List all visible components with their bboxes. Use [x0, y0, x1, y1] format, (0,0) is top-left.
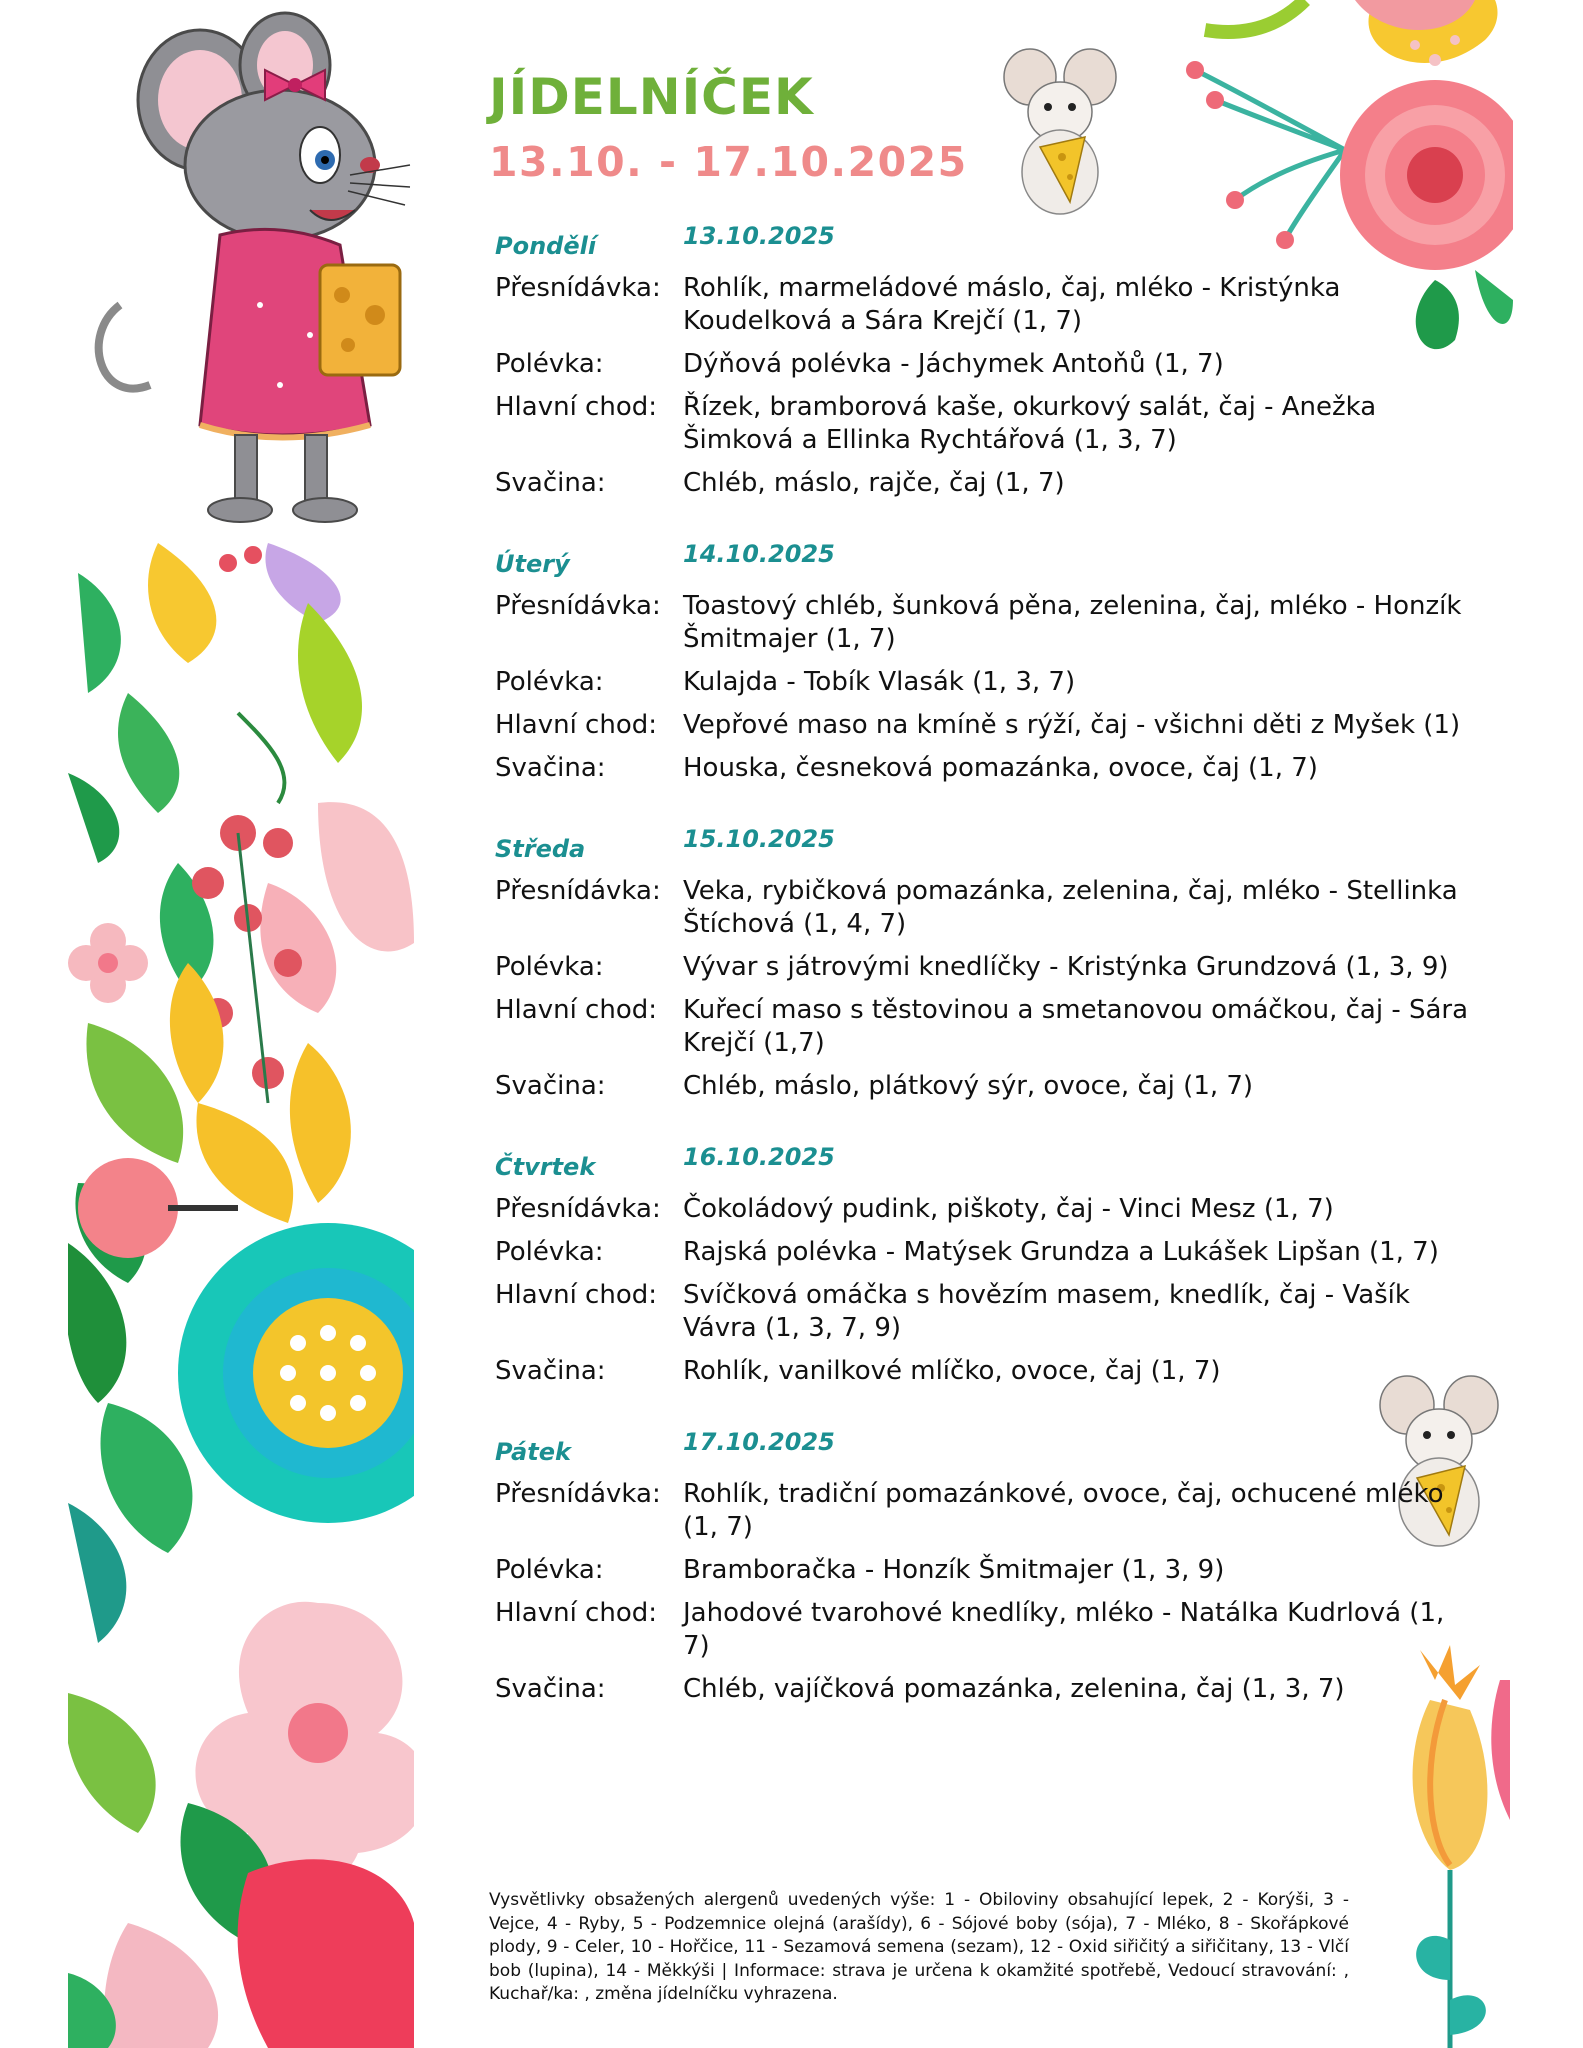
meal-row: [495, 666, 1475, 699]
meal-text: Rajská polévka - Matýsek Grundza a Lukášek Lipšan (1, 7): [683, 1237, 1439, 1267]
meal-label: Polévka:: [495, 1237, 604, 1267]
meal-text: Vývar s játrovými knedlíčky - Kristýnka Grundzová (1, 3, 9): [683, 952, 1449, 982]
meal-row: [495, 994, 1475, 1060]
day-heading: [495, 1141, 1475, 1183]
meal-row: [495, 1478, 1475, 1544]
meal-text: Chléb, vajíčková pomazánka, zelenina, čaj (1, 3, 7): [683, 1674, 1345, 1704]
meal-row: [495, 272, 1475, 338]
meal-row: [495, 752, 1475, 785]
meal-text: Svíčková omáčka s hovězím masem, knedlík, čaj - Vašík Vávra (1, 3, 7, 9): [683, 1280, 1410, 1343]
meal-text: Vepřové maso na kmíně s rýží, čaj - všichni děti z Myšek (1): [683, 710, 1461, 740]
meal-row: [495, 709, 1475, 742]
mouse-girl-illustration: [80, 5, 420, 535]
meal-text: Toastový chléb, šunková pěna, zelenina, čaj, mléko - Honzík Šmitmajer (1, 7): [683, 591, 1462, 654]
meal-row: [495, 875, 1475, 941]
meal-row: [495, 1355, 1475, 1388]
day-heading: [495, 823, 1475, 865]
day-date: 13.10.2025: [683, 222, 835, 250]
day-name: Úterý: [495, 550, 570, 578]
day-section-thursday: [495, 1141, 1475, 1388]
meal-label: Svačina:: [495, 1674, 606, 1704]
meal-text: Houska, česneková pomazánka, ovoce, čaj (1, 7): [683, 753, 1318, 783]
day-name: Středa: [495, 835, 586, 863]
meal-label: Přesnídávka:: [495, 1479, 661, 1509]
floral-pattern: [68, 543, 414, 2048]
meal-label: Polévka:: [495, 952, 604, 982]
meal-row: [495, 1236, 1475, 1269]
meal-text: Dýňová polévka - Jáchymek Antoňů (1, 7): [683, 349, 1224, 379]
meal-label: Polévka:: [495, 1555, 604, 1585]
meal-text: Chléb, máslo, rajče, čaj (1, 7): [683, 468, 1065, 498]
day-date: 17.10.2025: [683, 1428, 835, 1456]
day-heading: [495, 1426, 1475, 1468]
day-section-monday: [495, 220, 1475, 500]
day-section-tuesday: [495, 538, 1475, 785]
meal-row: [495, 951, 1475, 984]
day-date: 14.10.2025: [683, 540, 835, 568]
meal-label: Hlavní chod:: [495, 1598, 658, 1628]
meal-label: Polévka:: [495, 667, 604, 697]
meal-label: Svačina:: [495, 468, 606, 498]
meal-text: Kuřecí maso s těstovinou a smetanovou omáčkou, čaj - Sára Krejčí (1,7): [683, 995, 1469, 1058]
meal-label: Přesnídávka:: [495, 591, 661, 621]
week-date-range: 13.10. - 17.10.2025: [489, 138, 968, 186]
meal-row: [495, 1673, 1475, 1706]
day-section-friday: [495, 1426, 1475, 1706]
meal-label: Svačina:: [495, 753, 606, 783]
day-name: Pátek: [495, 1438, 571, 1466]
day-date: 15.10.2025: [683, 825, 835, 853]
meal-text: Chléb, máslo, plátkový sýr, ovoce, čaj (1, 7): [683, 1071, 1254, 1101]
meal-label: Hlavní chod:: [495, 995, 658, 1025]
meal-label: Svačina:: [495, 1356, 606, 1386]
meal-text: Kulajda - Tobík Vlasák (1, 3, 7): [683, 667, 1076, 697]
meal-row: [495, 1597, 1475, 1663]
meal-text: Řízek, bramborová kaše, okurkový salát, čaj - Anežka Šimková a Ellinka Rychtářová (1, 3, 7): [683, 392, 1377, 455]
allergen-footnote: Vysvětlivky obsažených alergenů uvedených výše: 1 - Obiloviny obsahující lepek, 2 - Korýši, 3 - Vejce, 4 - Ryby, 5 - Podzemnice olejná (arašídy), 6 - Sójové boby (sója), 7 - Mléko, 8 - Skořápkové plody, 9 - Celer, 10 - Hořčice, 11 - Sezamová semena (sezam), 12 - Oxid siřičitý a siřičitany, 13 - Vlčí bob (lupina), 14 - Měkkýši | Informace: strava je určena k okamžité spotřebě, Vedoucí stravování: , Kuchař/ka: , změna jídelníčku vyhrazena.: [489, 1890, 1349, 2004]
meal-text: Bramboračka - Honzík Šmitmajer (1, 3, 9): [683, 1555, 1225, 1585]
day-section-wednesday: [495, 823, 1475, 1103]
meal-row: [495, 590, 1475, 656]
day-name: Čtvrtek: [495, 1153, 596, 1181]
meal-text: Veka, rybičková pomazánka, zelenina, čaj, mléko - Stellinka Štíchová (1, 4, 7): [683, 876, 1458, 939]
meal-row: [495, 348, 1475, 381]
meal-row: [495, 1193, 1475, 1226]
meal-text: Rohlík, tradiční pomazánkové, ovoce, čaj, ochucené mléko (1, 7): [683, 1479, 1444, 1542]
meal-text: Rohlík, vanilkové mlíčko, ovoce, čaj (1, 7): [683, 1356, 1221, 1386]
meal-label: Polévka:: [495, 349, 604, 379]
meal-label: Svačina:: [495, 1071, 606, 1101]
meal-label: Přesnídávka:: [495, 1194, 661, 1224]
meal-label: Hlavní chod:: [495, 710, 658, 740]
meal-text: Čokoládový pudink, piškoty, čaj - Vinci Mesz (1, 7): [683, 1194, 1334, 1224]
meal-text: Jahodové tvarohové knedlíky, mléko - Natálka Kudrlová (1, 7): [683, 1598, 1445, 1661]
meal-row: [495, 1279, 1475, 1345]
meal-row: [495, 1070, 1475, 1103]
day-date: 16.10.2025: [683, 1143, 835, 1171]
page-title: JÍDELNÍČEK: [489, 68, 814, 126]
day-heading: [495, 220, 1475, 262]
meal-label: Přesnídávka:: [495, 273, 661, 303]
day-heading: [495, 538, 1475, 580]
meal-row: [495, 391, 1475, 457]
day-name: Pondělí: [495, 232, 597, 260]
mouse-cheese-illustration-top: [1000, 42, 1120, 227]
meal-row: [495, 1554, 1475, 1587]
meal-label: Hlavní chod:: [495, 392, 658, 422]
weekly-menu: [495, 220, 1475, 1744]
meal-label: Hlavní chod:: [495, 1280, 658, 1310]
meal-text: Rohlík, marmeládové máslo, čaj, mléko - Kristýnka Koudelková a Sára Krejčí (1, 7): [683, 273, 1341, 336]
meal-row: [495, 467, 1475, 500]
floral-background-strip: [68, 543, 414, 2048]
meal-label: Přesnídávka:: [495, 876, 661, 906]
